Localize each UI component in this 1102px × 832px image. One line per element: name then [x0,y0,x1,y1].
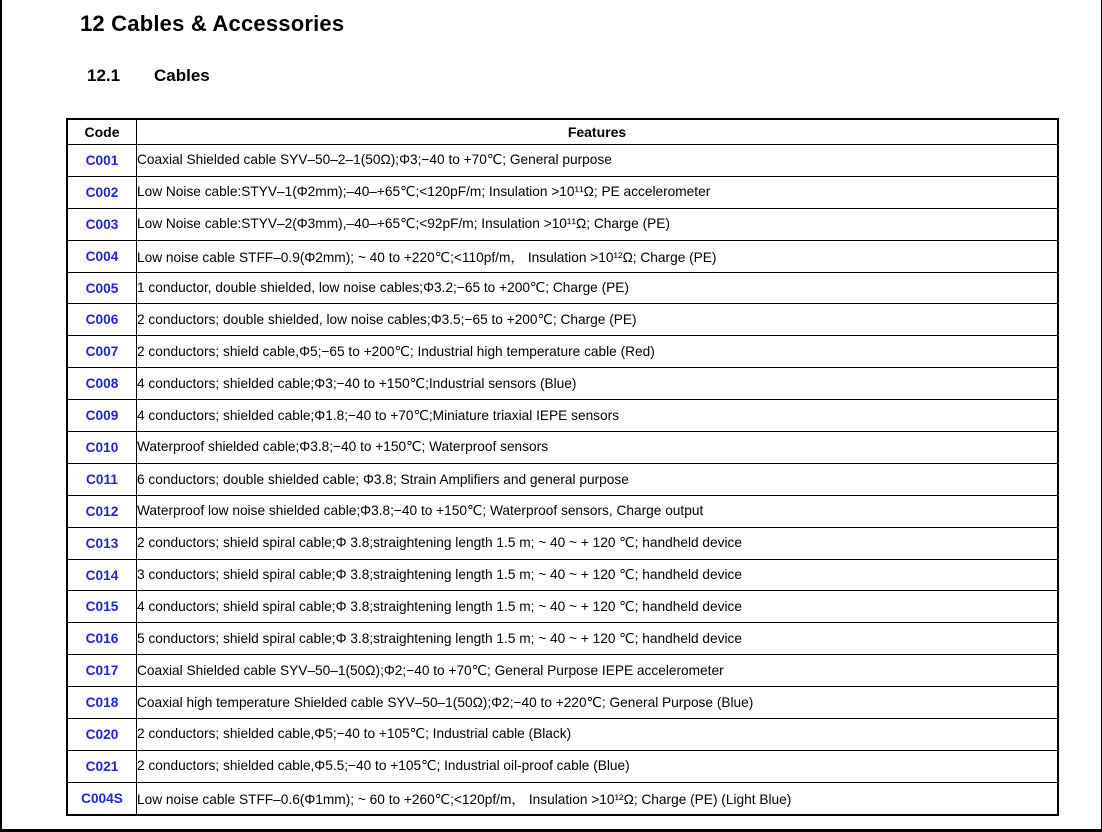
code-cell: C001 [67,145,137,177]
features-cell: Coaxial Shielded cable SYV–50–2–1(50Ω);Φ3;−40 to +70℃; General purpose [137,145,1059,177]
table-row [67,559,1058,591]
code-cell: C002 [67,176,137,208]
code-cell: C013 [67,527,137,559]
code-cell: C006 [67,304,137,336]
chapter-title: 12 Cables & Accessories [80,11,345,36]
code-cell: C004 [67,240,137,272]
features-cell: 4 conductors; shielded cable;Φ3;−40 to +150℃;Industrial sensors (Blue) [137,368,1059,400]
table-header-row [67,119,1058,145]
code-cell: C020 [67,719,137,751]
features-cell: Low noise cable STFF–0.9(Φ2mm); ~ 40 to +220℃;<110pf/m， Insulation >10¹²Ω; Charge (PE) [137,240,1059,272]
code-cell: C010 [67,432,137,464]
table-row [67,655,1058,687]
table-row [67,176,1058,208]
features-cell: Low Noise cable:STYV–2(Φ3mm),–40–+65℃;<92pF/m; Insulation >10¹¹Ω; Charge (PE) [137,208,1059,240]
features-cell: 3 conductors; shield spiral cable;Φ 3.8;straightening length 1.5 m; ~ 40 ~ + 120 ℃; handheld device [137,559,1059,591]
table-row [67,527,1058,559]
section-heading [87,66,210,86]
features-cell: 2 conductors; shielded cable,Φ5;−40 to +105℃; Industrial cable (Black) [137,719,1059,751]
section-title: Cables [154,66,210,85]
code-cell: C003 [67,208,137,240]
table-row [67,304,1058,336]
features-cell: Coaxial Shielded cable SYV–50–1(50Ω);Φ2;−40 to +70℃; General Purpose IEPE accelerometer [137,655,1059,687]
features-cell: 6 conductors; double shielded cable; Φ3.8; Strain Amplifiers and general purpose [137,463,1059,495]
features-cell: Coaxial high temperature Shielded cable SYV–50–1(50Ω);Φ2;−40 to +220℃; General Purpose (Blue) [137,687,1059,719]
cables-table-body [67,145,1058,815]
code-cell: C011 [67,463,137,495]
cables-table [66,118,1059,816]
features-cell: 4 conductors; shielded cable;Φ1.8;−40 to +70℃;Miniature triaxial IEPE sensors [137,400,1059,432]
table-row [67,623,1058,655]
features-cell: 4 conductors; shield spiral cable;Φ 3.8;straightening length 1.5 m; ~ 40 ~ + 120 ℃; handheld device [137,591,1059,623]
table-row [67,719,1058,751]
code-cell: C009 [67,400,137,432]
features-cell: 2 conductors; shielded cable,Φ5.5;−40 to +105℃; Industrial oil-proof cable (Blue) [137,750,1059,782]
table-row [67,336,1058,368]
code-cell: C018 [67,687,137,719]
code-cell: C014 [67,559,137,591]
table-row [67,272,1058,304]
features-cell: Waterproof shielded cable;Φ3.8;−40 to +150℃; Waterproof sensors [137,432,1059,464]
table-row [67,591,1058,623]
table-row [67,400,1058,432]
code-cell: C021 [67,750,137,782]
features-cell: 5 conductors; shield spiral cable;Φ 3.8;straightening length 1.5 m; ~ 40 ~ + 120 ℃; handheld device [137,623,1059,655]
table-row [67,782,1058,814]
code-cell: C005 [67,272,137,304]
features-column-header: Features [137,119,1059,145]
code-cell: C015 [67,591,137,623]
table-row [67,240,1058,272]
section-number: 12.1 [87,66,121,85]
table-row [67,368,1058,400]
table-row [67,495,1058,527]
features-cell: 1 conductor, double shielded, low noise cables;Φ3.2;−65 to +200℃; Charge (PE) [137,272,1059,304]
features-cell: 2 conductors; double shielded, low noise cables;Φ3.5;−65 to +200℃; Charge (PE) [137,304,1059,336]
code-cell: C008 [67,368,137,400]
table-row [67,145,1058,177]
features-cell: Low Noise cable:STYV–1(Φ2mm);–40–+65℃;<120pF/m; Insulation >10¹¹Ω; PE accelerometer [137,176,1059,208]
code-cell: C007 [67,336,137,368]
table-row [67,687,1058,719]
table-row [67,750,1058,782]
table-row [67,463,1058,495]
features-cell: Waterproof low noise shielded cable;Φ3.8;−40 to +150℃; Waterproof sensors, Charge output [137,495,1059,527]
code-cell: C017 [67,655,137,687]
code-cell: C012 [67,495,137,527]
code-column-header: Code [67,119,137,145]
code-cell: C016 [67,623,137,655]
code-cell: C004S [67,782,137,814]
table-row [67,432,1058,464]
features-cell: 2 conductors; shield cable,Φ5;−65 to +200℃; Industrial high temperature cable (Red) [137,336,1059,368]
features-cell: 2 conductors; shield spiral cable;Φ 3.8;straightening length 1.5 m; ~ 40 ~ + 120 ℃; handheld device [137,527,1059,559]
features-cell: Low noise cable STFF–0.6(Φ1mm); ~ 60 to +260℃;<120pf/m， Insulation >10¹²Ω; Charge (PE) (Light Blue) [137,782,1059,814]
table-row [67,208,1058,240]
